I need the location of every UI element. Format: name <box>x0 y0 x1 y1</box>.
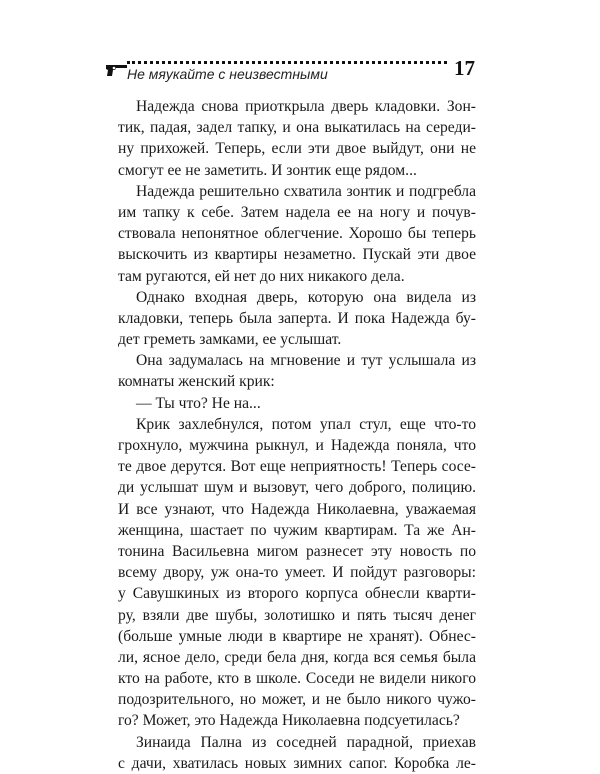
revolver-icon <box>105 62 129 78</box>
text-line: кто на работе, кто в школе. Соседи не видели никого <box>118 670 476 688</box>
page-number: 17 <box>454 56 475 80</box>
text-line: подозрительного, но может, и не было никого чужо- <box>118 691 476 709</box>
text-line: кладовки, теперь была заперта. И пока Надежда бу- <box>118 309 476 327</box>
body-text <box>118 96 476 774</box>
text-line: у Савушкиных из второго корпуса обнесли кварти- <box>118 585 476 603</box>
text-line: грохнуло, мужчина рыкнул, и Надежда поняла, что <box>118 437 476 454</box>
text-line: — Ты что? Не на... <box>136 394 261 412</box>
text-line: И все узнают, что Надежда Николаевна, уважаемая <box>118 500 476 518</box>
text-line: там ругаются, ей нет до них никакого дела. <box>118 267 405 285</box>
text-line: тонина Васильевна мигом разнесет эту новость по <box>118 542 476 560</box>
text-line: ру, взяли две шубы, золотишко и пять тысяч денег <box>118 606 476 624</box>
text-line: дет греметь замками, ее услышат. <box>118 331 342 349</box>
text-line: Надежда решительно схватила зонтик и подгребла <box>136 182 476 200</box>
text-line: Крик захлебнулся, потом упал стул, еще что-то <box>136 415 476 433</box>
text-line: (больше умные люди в квартире не хранят). Обнес- <box>118 627 476 645</box>
text-line: выскочить из квартиры незаметно. Пускай эти двое <box>118 246 476 264</box>
text-line: те двое дерутся. Вот еще неприятность! Теперь сосе- <box>118 458 476 476</box>
text-line: го? Может, это Надежда Николаевна подсуетилась? <box>118 712 460 730</box>
text-line: ну прихожей. Теперь, если эти двое выйдут, они не <box>118 140 476 158</box>
running-title: Не мяукайте с неизвестными <box>127 66 328 82</box>
text-line: ли, ясное дело, среди бела дня, когда вся семья была <box>118 648 476 666</box>
text-line: женщина, шастает по чужим квартирам. Та же Ан- <box>118 521 476 539</box>
text-line: Зинаида Пална из соседней парадной, приехав <box>136 733 476 751</box>
running-header <box>105 50 475 90</box>
text-line: Однако входная дверь, которую она видела из <box>136 288 476 306</box>
text-line: им тапку к себе. Затем надела ее на ногу и почув- <box>118 203 476 221</box>
text-line: с дачи, хватилась новых зимних сапог. Коробка ле- <box>118 754 476 772</box>
header-dotted-rule <box>127 61 447 64</box>
text-line: Надежда снова приоткрыла дверь кладовки. Зон- <box>136 98 476 115</box>
text-line: смогут ее не заметить. И зонтик еще рядом... <box>118 161 417 179</box>
text-line: ствовала непонятное облегчение. Хорошо бы теперь <box>118 225 476 243</box>
text-line: комнаты женский крик: <box>118 373 275 391</box>
text-line: ди услышат шум и вызовут, чего доброго, полицию. <box>118 479 476 497</box>
text-line: Она задумалась на мгновение и тут услышала из <box>136 352 476 370</box>
text-line: тик, падая, задел тапку, и она выкатилась на середи- <box>118 119 476 137</box>
text-line: всему двору, уж она-то умеет. И пойдут разговоры: <box>118 564 476 582</box>
